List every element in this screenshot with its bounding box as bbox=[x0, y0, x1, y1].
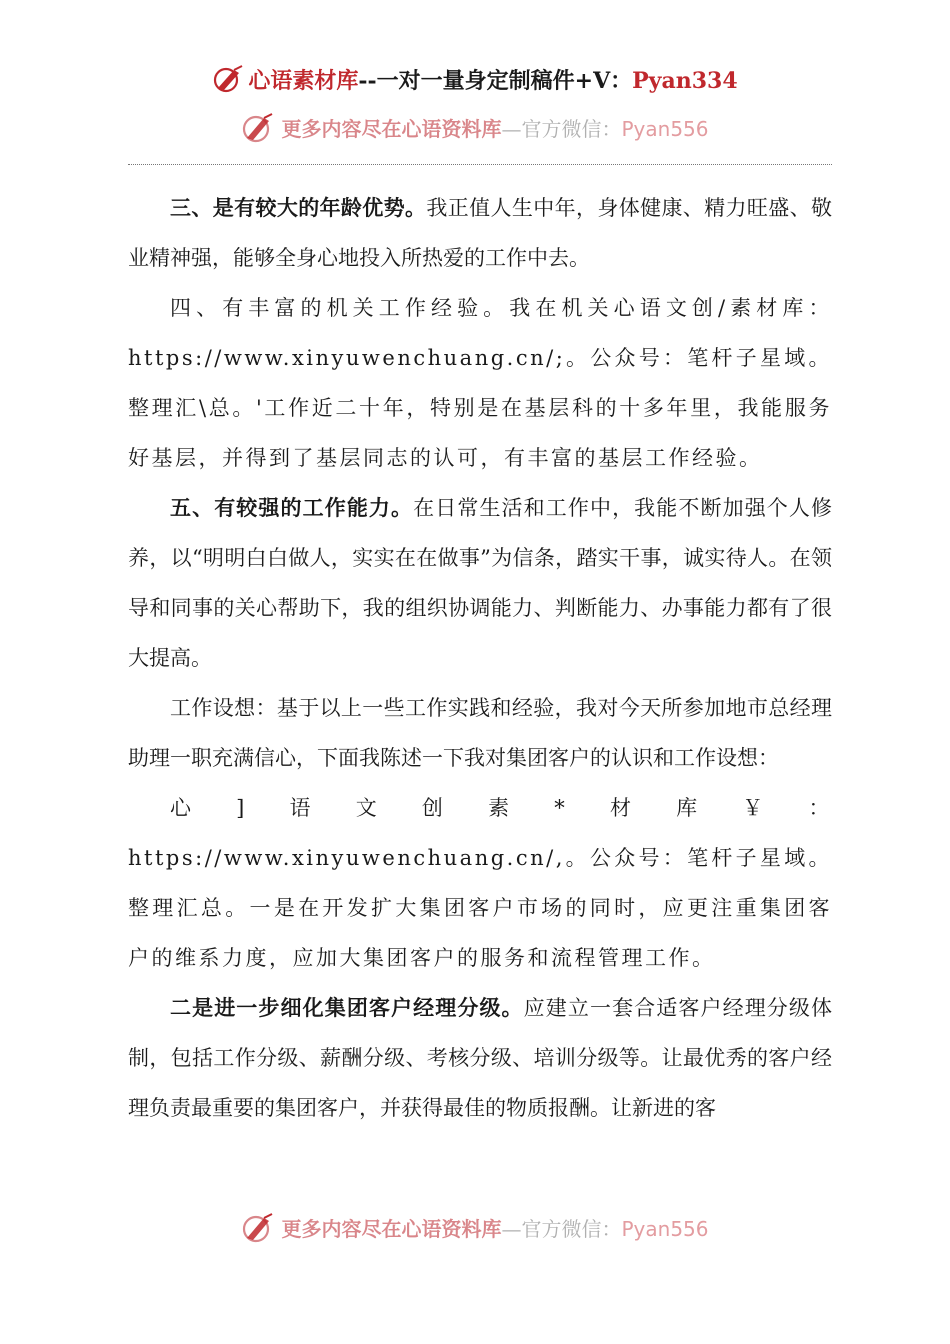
header-tagline: --一对一量身定制稿件+V： bbox=[358, 68, 633, 94]
header-wechat: Pyan334 bbox=[632, 68, 738, 94]
paragraph-3-heading: 五、有较强的工作能力。 bbox=[170, 495, 414, 520]
paragraph-5-text: 心]语文创素*材库￥：https://www.xinyuwenchuang.cn/,。公众号：笔杆子星域。整理汇总。一是在开发扩大集团客户市场的同时，应更注重集团客户的维系力度，应加大集团客户的服务和流程管理工作。 bbox=[128, 796, 832, 970]
pen-nib-logo-icon bbox=[212, 64, 246, 100]
paragraph-3 bbox=[128, 483, 832, 683]
footer-watermark bbox=[0, 1212, 950, 1249]
paragraph-4 bbox=[128, 683, 832, 783]
paragraph-2-text: 四、有丰富的机关工作经验。我在机关心语文创/素材库：https://www.xinyuwenchuang.cn/;。公众号：笔杆子星域。整理汇\总。'工作近二十年，特别是在基层科的十多年里，我能服务好基层，并得到了基层同志的认可，有丰富的基层工作经验。 bbox=[128, 296, 832, 470]
subheader-wechat: Pyan556 bbox=[621, 117, 709, 141]
paragraph-6-text: 应建立一套合适客户经理分级体制，包括工作分级、薪酬分级、考核分级、培训分级等。让最优秀的客户经理负责最重要的集团客户，并获得最佳的物质报酬。让新进的客 bbox=[128, 996, 832, 1120]
paragraph-2 bbox=[128, 283, 832, 483]
paragraph-5 bbox=[128, 783, 832, 983]
header-divider bbox=[128, 164, 832, 165]
pen-nib-logo-icon bbox=[241, 1212, 277, 1249]
paragraph-3-text: 在日常生活和工作中，我能不断加强个人修养，以“明明白白做人，实实在在做事”为信条，踏实干事，诚实待人。在领导和同事的关心帮助下，我的组织协调能力、判断能力、办事能力都有了很大提高。 bbox=[128, 496, 833, 670]
footer-text: 更多内容尽在心语资料库 bbox=[281, 1217, 502, 1241]
paragraph-1-text: 我正值人生中年，身体健康、精力旺盛、敬业精神强，能够全身心地投入所热爱的工作中去。 bbox=[128, 196, 833, 270]
paragraph-6-heading: 二是进一步细化集团客户经理分级。 bbox=[170, 995, 524, 1020]
pen-nib-logo-icon bbox=[241, 112, 277, 149]
paragraph-4-text: 工作设想：基于以上一些工作实践和经验，我对今天所参加地市总经理助理一职充满信心，下面我陈述一下我对集团客户的认识和工作设想： bbox=[128, 696, 832, 770]
subheader-watermark bbox=[0, 112, 950, 149]
header-brand: 心语素材库 bbox=[248, 68, 359, 94]
footer-wechat: Pyan556 bbox=[621, 1217, 709, 1241]
paragraph-6 bbox=[128, 983, 832, 1133]
header-title bbox=[0, 64, 950, 100]
paragraph-1-heading: 三、是有较大的年龄优势。 bbox=[170, 195, 427, 220]
document-body bbox=[128, 183, 832, 1133]
paragraph-1 bbox=[128, 183, 832, 283]
footer-label: —官方微信： bbox=[501, 1217, 622, 1241]
subheader-text: 更多内容尽在心语资料库 bbox=[281, 117, 502, 141]
subheader-label: —官方微信： bbox=[501, 117, 622, 141]
